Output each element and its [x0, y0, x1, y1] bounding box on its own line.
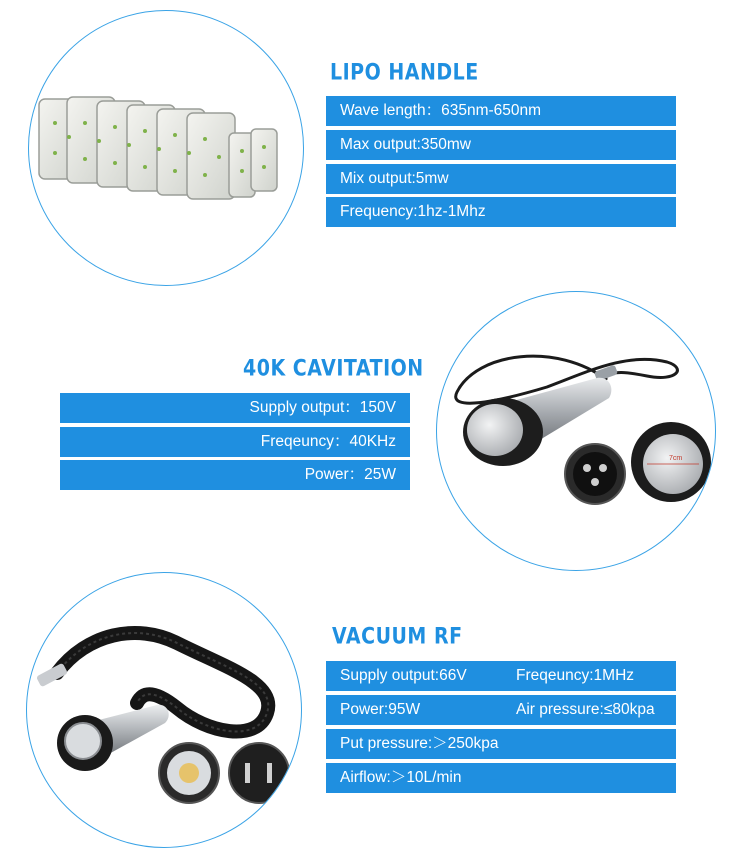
- cavitation-spec-power: Power：25W: [60, 460, 410, 490]
- vacuum-spec-row-1: [326, 661, 676, 691]
- large-pads: [39, 97, 235, 199]
- lipo-pads-image: [29, 11, 303, 285]
- cavitation-handle-image: [437, 292, 715, 570]
- vacuum-spec-power: Power:95W: [340, 701, 421, 718]
- vacuum-spec-air-pressure: Air pressure:≤80kpa: [516, 701, 655, 718]
- lipo-pads-photo: [28, 10, 304, 286]
- vacuum-spec-put-pressure: Put pressure:＞250kpa: [326, 729, 676, 759]
- lipo-spec-mix-output: Mix output:5mw: [326, 164, 676, 194]
- cavitation-spec-frequency: Freqeuncy：40KHz: [60, 427, 410, 457]
- hose-connector: [36, 663, 68, 688]
- handle-face: [467, 404, 523, 456]
- vacuum-spec-frequency: Freqeuncy:1MHz: [516, 667, 635, 684]
- vacuum-rf-title: VACUUM RF: [332, 624, 463, 650]
- vacuum-spec-airflow: Airflow:＞10L/min: [326, 763, 676, 793]
- vacuum-spec-row-2: [326, 695, 676, 725]
- lipo-spec-wavelength: Wave length：635nm-650nm: [326, 96, 676, 126]
- lipo-spec-frequency: Frequency:1hz-1Mhz: [326, 197, 676, 227]
- vacuum-rf-photo: [26, 572, 302, 848]
- vacuum-rf-image: [27, 573, 301, 847]
- probe-size-label: 7cm: [669, 455, 683, 462]
- lipo-spec-max-output: Max output:350mw: [326, 130, 676, 160]
- vacuum-spec-supply-output: Supply output:66V: [340, 667, 467, 684]
- small-pads: [229, 129, 277, 197]
- cavitation-spec-supply-output: Supply output：150V: [60, 393, 410, 423]
- cavitation-title: 40K CAVITATION: [243, 356, 424, 382]
- lipo-handle-title: LIPO HANDLE: [330, 60, 479, 86]
- cavitation-handle-photo: [436, 291, 716, 571]
- rf-socket-closeup-2: [229, 743, 289, 803]
